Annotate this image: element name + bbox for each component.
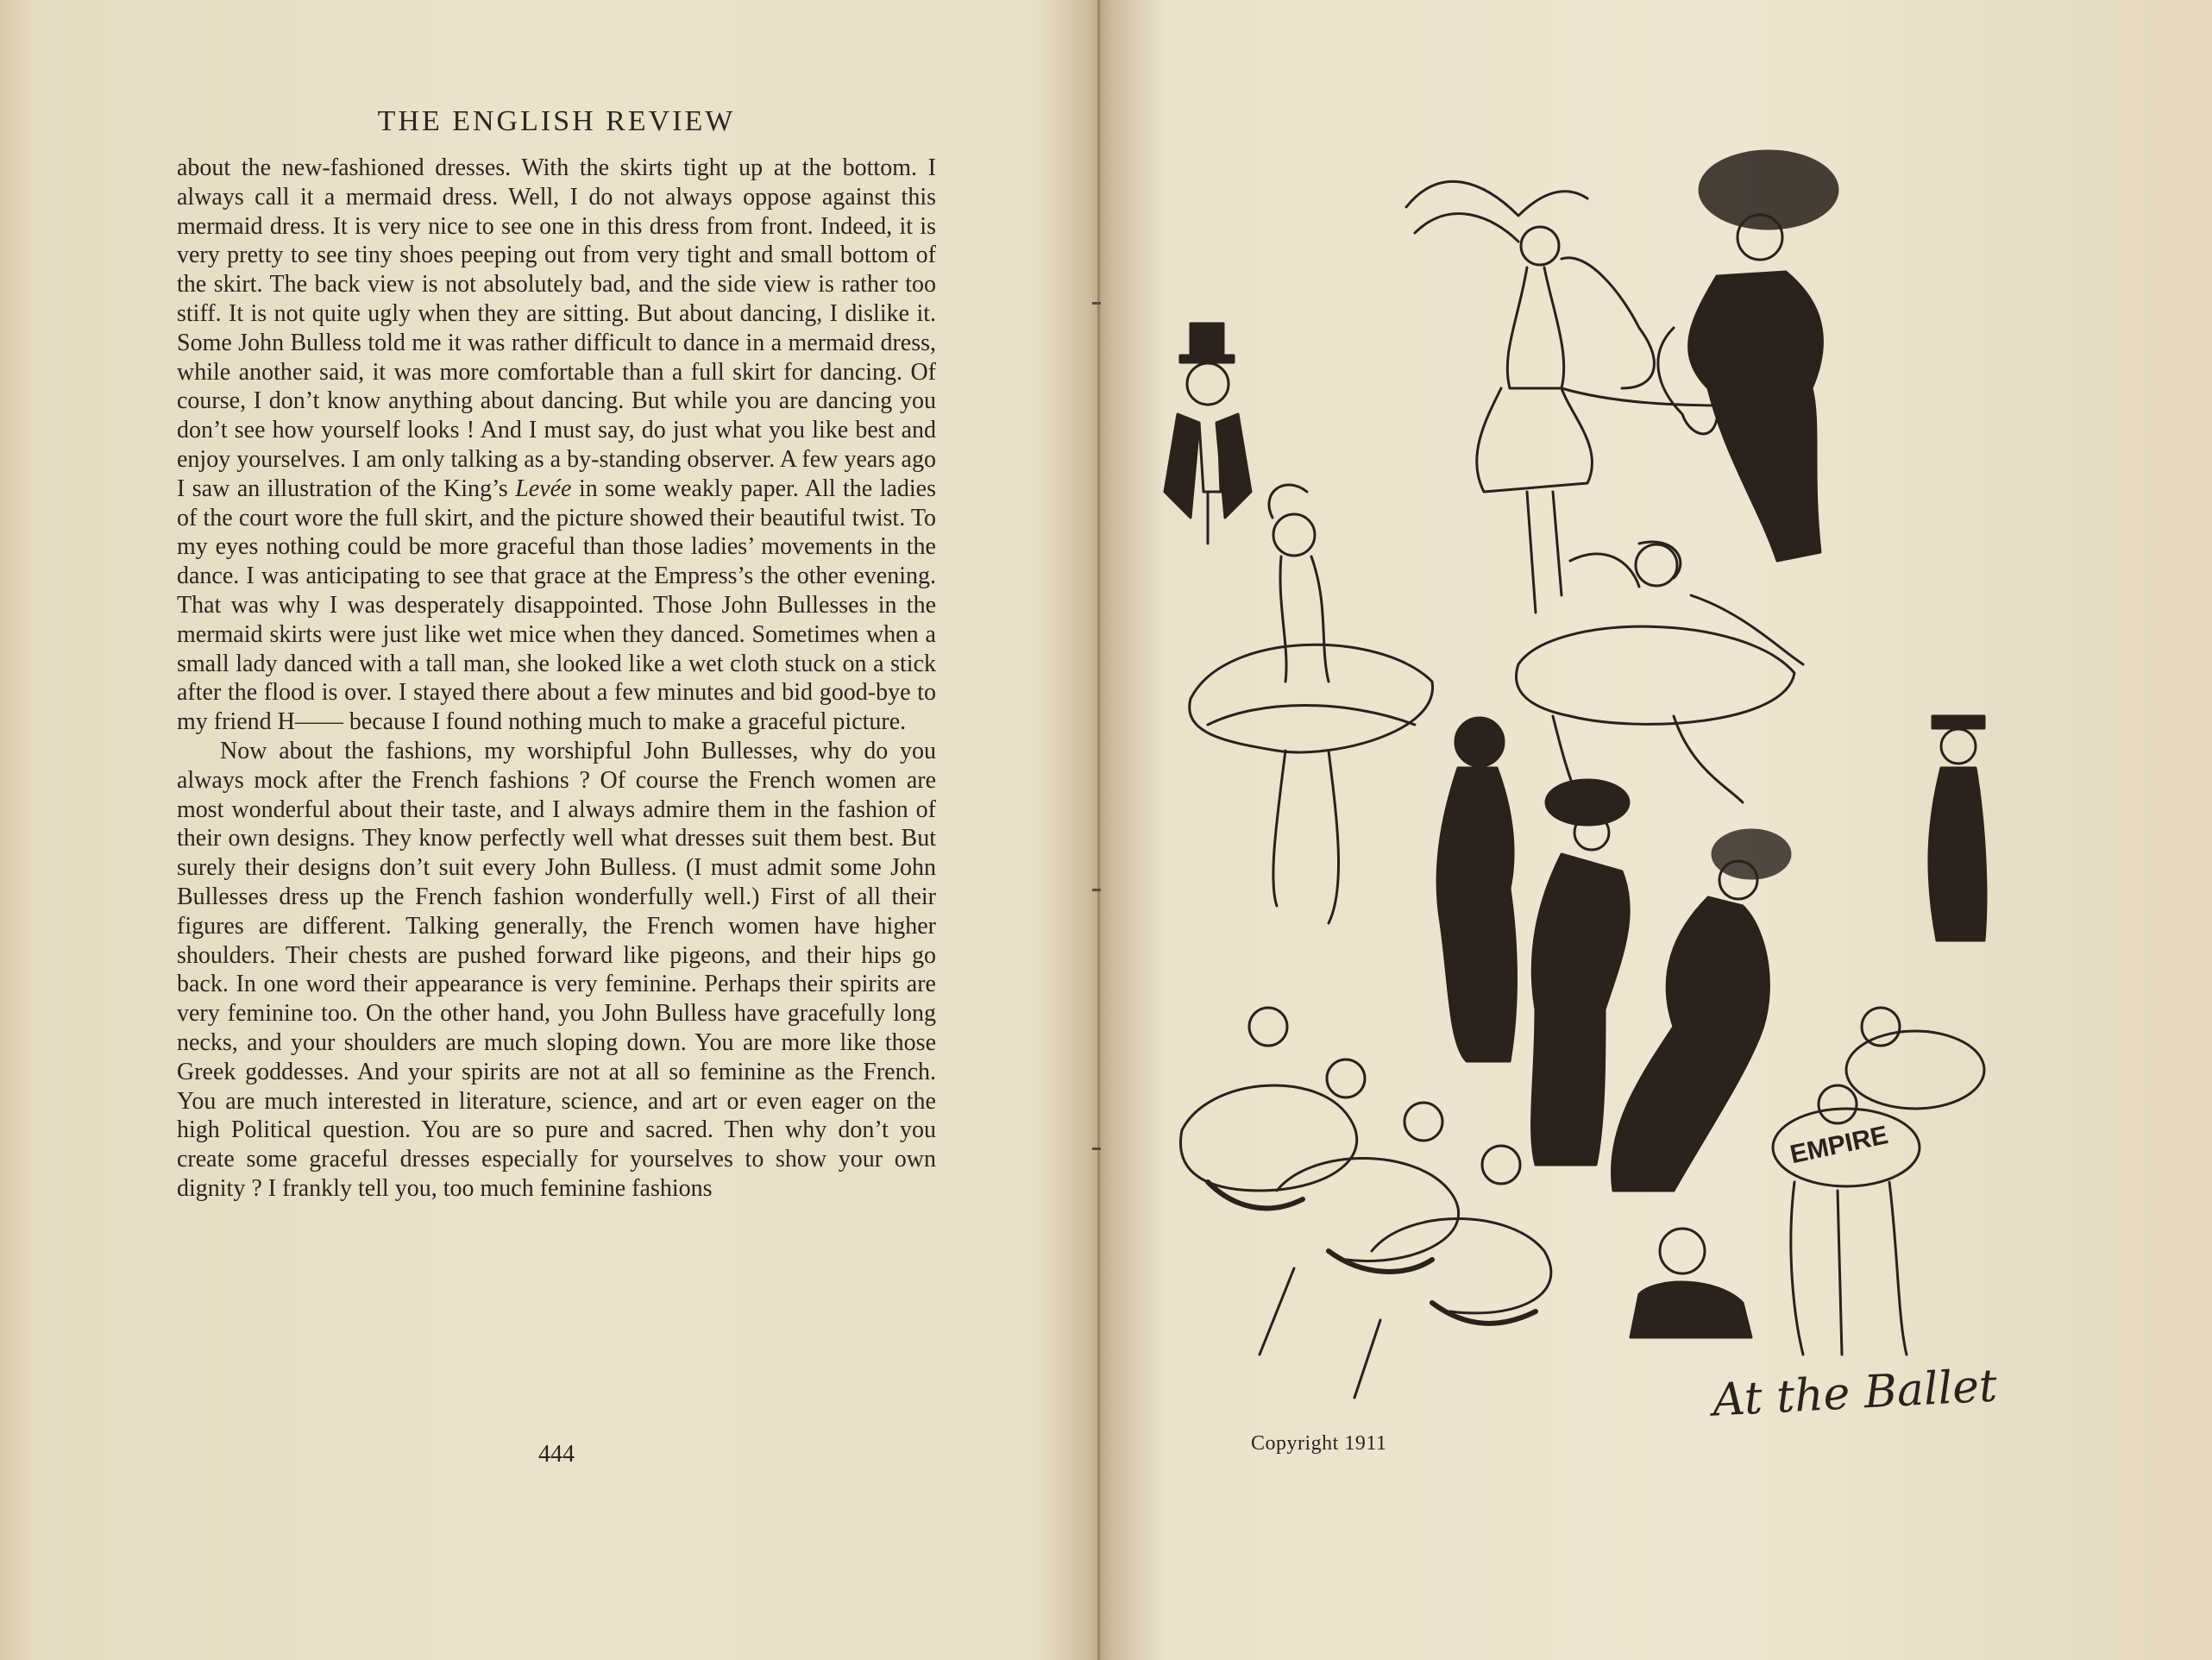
page-number: 444 <box>538 1441 575 1468</box>
empire-lettering: EMPIRE <box>1788 1121 1891 1170</box>
italic-text-segment: Levée <box>515 475 572 502</box>
left-page <box>177 95 936 1596</box>
gutter-stitch <box>1092 1148 1101 1150</box>
book-gutter <box>1097 0 1100 1660</box>
lady-in-dark-gown-and-hat-figure <box>1532 780 1630 1165</box>
lady-in-feathered-hat-figure <box>1658 151 1838 561</box>
gutter-stitch <box>1092 302 1101 305</box>
dancer-with-scarf-figure <box>1406 181 1743 613</box>
group-of-can-can-dancers-figure <box>1180 1008 1550 1398</box>
lady-in-sailor-hat-figure <box>1929 716 1986 940</box>
artist-signature: At the Ballet <box>1711 1360 1999 1427</box>
gutter-stitch <box>1092 889 1101 891</box>
lady-leaning-forward-figure <box>1612 830 1790 1191</box>
body-paragraph <box>177 154 936 737</box>
ballet-sketch-illustration <box>1156 129 2122 1441</box>
text-segment: in some weakly paper. All the ladies of the court wore the full skirt, and the picture showed their beautiful twist. To my eyes nothing could be more graceful than those ladies’ movements in the dance. I was anticipating to see that grace at the Empress’s the other evening. That was why I was desperately disappointed. Those John Bullesses in the mermaid skirts were just like wet mice when they danced. Sometimes when a small lady danced with a tall man, she looked like a wet cloth stuck on a stick after the flood is over. I stayed there about a few minutes and bid good-bye to my friend H—— because I found nothing much to make a graceful picture. <box>177 475 937 736</box>
body-paragraph <box>177 737 936 1204</box>
body-text <box>177 154 936 1204</box>
right-page <box>1156 0 2212 1660</box>
gentleman-in-top-hat-figure <box>1165 324 1251 544</box>
text-segment: Now about the fashions, my worshipful John Bullesses, why do you always mock after the French fashions ? Of course the French women are most wonderful about their taste, and I always admire them in the fashion of their own designs. They know perfectly well what dresses suit them best. But surely their designs don’t suit every John Bulless. (I must admit some John Bullesses dress up the French fashion wonderfully well.) First of all their figures are different. Talking generally, the French women have higher shoulders. Their chests are pushed forward like pigeons, and their hips go back. In one word their appearance is very feminine. Perhaps their spirits are very feminine too. On the other hand, you John Bulless have gracefully long necks, and your shoulders are much sloping down. You are more like those Greek goddesses. And your spirits are not at all so feminine as the French. You are much interested in literature, science, and art or even eager on the high Political question. You are so pure and sacred. Then why don’t you create some graceful dresses especially for yourselves to show your own dignity ? I frankly tell you, too much feminine fashions <box>177 737 936 1202</box>
text-segment: about the new-fashioned dresses. With the skirts tight up at the bottom. I always call it a mermaid dress. Well, I do not always oppose against this mermaid dress. It is very nice to see one in this dress from front. Indeed, it is very pretty to see tiny shoes peeping out from very tight and small bottom of the skirt. The back view is not absolutely bad, and the side view is rather too stiff. It is not quite ugly when they are sitting. But about dancing, I dislike it. Some John Bulless told me it was rather difficult to dance in a mermaid dress, while another said, it was more comfortable than a full skirt for dancing. Of course, I don’t know anything about dancing. But while you are dancing you don’t see how yourself looks ! And I must say, do just what you like best and enjoy yourselves. I am only talking as a by-standing observer. A few years ago I saw an illustration of the King’s <box>177 154 936 502</box>
running-head: THE ENGLISH REVIEW <box>377 105 736 137</box>
empire-lifebuoy-girl-figure <box>1773 1008 1984 1355</box>
lady-in-dark-gown-figure <box>1437 718 1516 1061</box>
lady-portrait-bust-figure <box>1631 1229 1751 1337</box>
copyright-notice: Copyright 1911 <box>1251 1432 1387 1455</box>
ballerina-with-arms-raised-figure <box>1190 485 1433 923</box>
